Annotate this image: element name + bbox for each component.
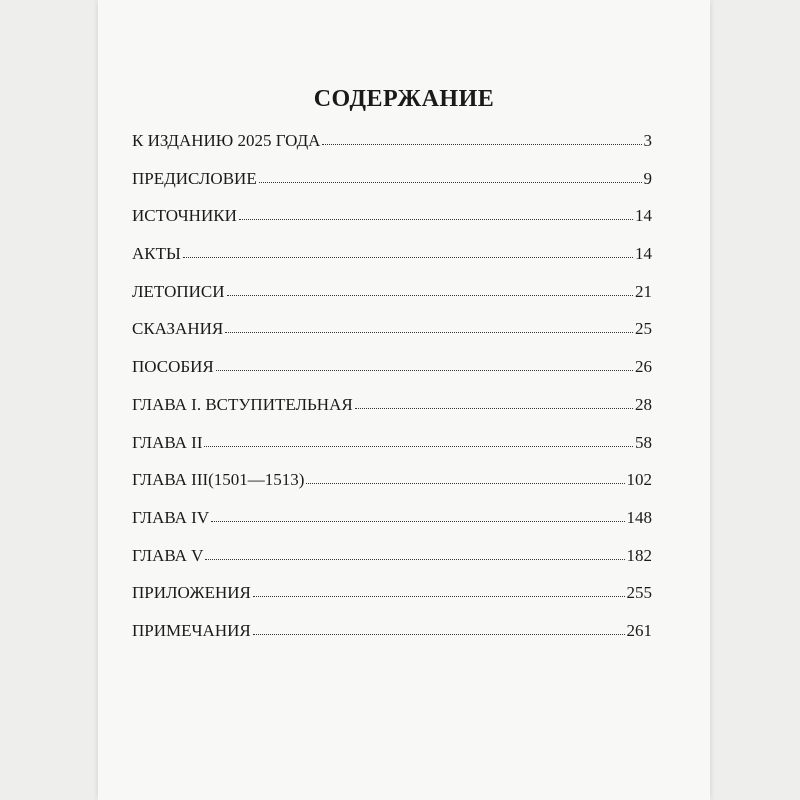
toc-entry-label: ЛЕТОПИСИ	[132, 281, 225, 301]
toc-entry-page: 14	[635, 244, 652, 264]
toc-leader-dots	[306, 483, 624, 484]
toc-entry-page: 182	[626, 545, 652, 565]
toc-leader-dots	[225, 332, 633, 333]
toc-entry-label: ПОСОБИЯ	[132, 357, 214, 377]
toc-entry-page: 28	[635, 394, 652, 414]
toc-entry-label: ПРИМЕЧАНИЯ	[132, 620, 251, 640]
book-page	[98, 0, 710, 800]
toc-entry-page: 14	[635, 206, 652, 226]
toc-entry	[132, 396, 652, 434]
toc-entry-page: 3	[643, 131, 652, 150]
toc-entry	[132, 320, 652, 358]
toc-leader-dots	[253, 596, 625, 597]
toc-leader-dots	[239, 219, 633, 220]
toc-entry	[132, 207, 652, 245]
toc-entry-label: ГЛАВА V	[132, 545, 204, 565]
toc-entry-label: СКАЗАНИЯ	[132, 319, 224, 339]
toc-entry-label: ПРИЛОЖЕНИЯ	[132, 583, 251, 603]
toc-leader-dots	[253, 634, 625, 635]
toc-entry-label: ИСТОЧНИКИ	[132, 206, 237, 226]
toc-entry-label: ГЛАВА I. ВСТУПИТЕЛЬНАЯ	[132, 394, 353, 414]
toc-entry-page: 58	[635, 432, 652, 452]
toc-entry	[132, 434, 652, 472]
toc-leader-dots	[322, 144, 641, 145]
toc-entry-page: 261	[626, 620, 652, 640]
toc-entry-page: 148	[626, 507, 652, 527]
toc-leader-dots	[211, 521, 624, 522]
toc-leader-dots	[355, 408, 633, 409]
toc-entry-label: ГЛАВА II	[132, 432, 203, 452]
toc-entry-page: 9	[643, 168, 652, 188]
page-title: СОДЕРЖАНИЕ	[313, 86, 495, 112]
toc-entry	[132, 132, 652, 170]
toc-entry-label: АКТЫ	[132, 244, 181, 264]
toc-entry	[132, 283, 652, 321]
toc-leader-dots	[183, 257, 633, 258]
toc-entry-page: 25	[635, 319, 652, 339]
toc-leader-dots	[227, 295, 633, 296]
toc-entry-label: К ИЗДАНИЮ 2025 ГОДА	[132, 131, 321, 150]
toc-entry-label: ПРЕДИСЛОВИЕ	[132, 168, 257, 188]
toc-leader-dots	[204, 446, 633, 447]
toc-entry	[132, 509, 652, 547]
toc-leader-dots	[205, 559, 624, 560]
toc-entry	[132, 584, 652, 622]
toc-entry	[132, 245, 652, 283]
toc-entry	[132, 471, 652, 509]
toc-entry	[132, 547, 652, 585]
toc-entry-page: 255	[626, 583, 652, 603]
toc-entry-page: 21	[635, 281, 652, 301]
toc-entry-label: ГЛАВА IV	[132, 507, 210, 527]
toc-leader-dots	[259, 182, 642, 183]
table-of-contents	[132, 132, 652, 660]
toc-leader-dots	[216, 370, 633, 371]
toc-entry-page: 102	[626, 470, 652, 490]
toc-entry-page: 26	[635, 357, 652, 377]
toc-entry	[132, 170, 652, 208]
toc-entry	[132, 358, 652, 396]
toc-entry-label: ГЛАВА III(1501—1513)	[132, 470, 305, 490]
toc-entry	[132, 622, 652, 660]
